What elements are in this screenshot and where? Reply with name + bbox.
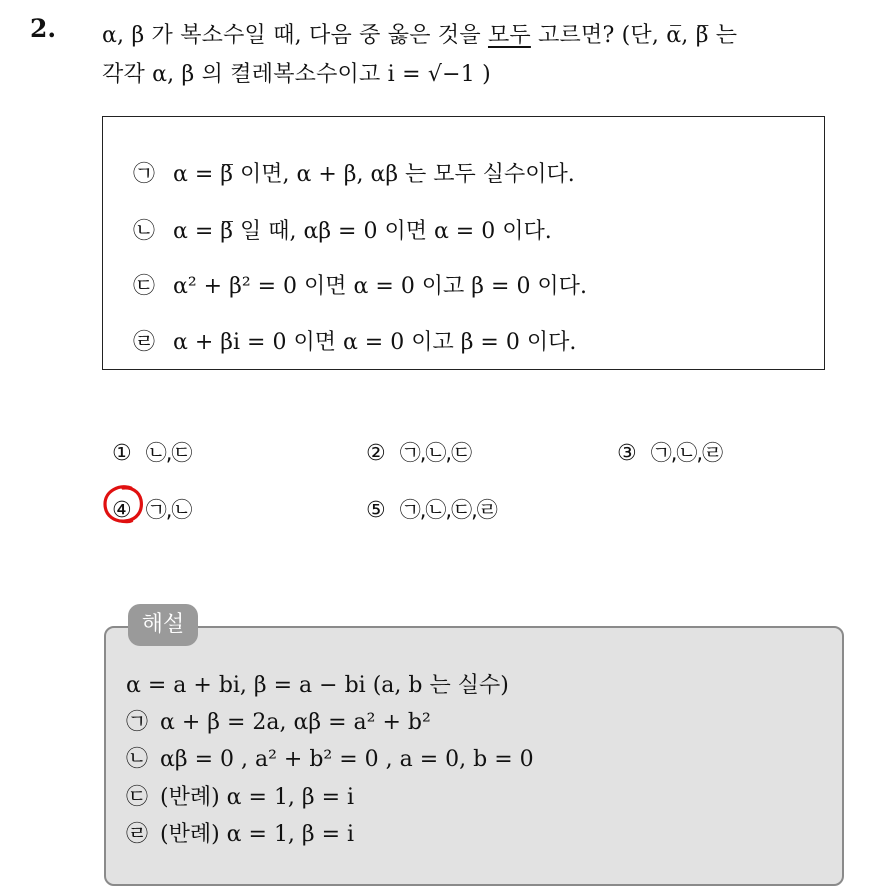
choice-5[interactable] <box>366 494 497 524</box>
statement-2 <box>133 214 552 245</box>
solution-marker: ㉢ <box>126 785 149 810</box>
choice-value: ㉠,㉡,㉢ <box>399 441 472 465</box>
statement-3 <box>133 269 587 300</box>
statement-marker: ㉢ <box>133 274 156 299</box>
choice-value: ㉡,㉢ <box>145 441 192 465</box>
choice-number: ④ <box>112 498 132 523</box>
emphasis-underline: 모두 <box>487 23 531 48</box>
solution-line-5 <box>126 817 354 848</box>
statement-text: α + βi = 0 이면 α = 0 이고 β = 0 이다. <box>173 330 577 355</box>
choice-value: ㉠,㉡,㉢,㉣ <box>399 498 497 522</box>
solution-line-2 <box>126 705 431 736</box>
answer-circle-mark <box>101 483 145 525</box>
statement-marker: ㉣ <box>133 330 156 355</box>
choice-3[interactable] <box>617 437 722 467</box>
solution-text: (반례) α = 1, β = i <box>160 785 355 810</box>
solution-line-3 <box>126 742 534 773</box>
choice-value: ㉠,㉡,㉣ <box>650 441 723 465</box>
question-text-line-2: 각각 α, β 의 켤레복소수이고 i = √−1 ) <box>102 62 491 87</box>
choice-number: ③ <box>617 441 637 466</box>
question-text-line-1 <box>102 18 737 49</box>
choice-2[interactable] <box>366 437 471 467</box>
choice-1[interactable] <box>112 437 191 467</box>
question-text-part-b: 고르면? (단, α̅, β̅ 는 <box>530 23 738 48</box>
question-number: 2. <box>30 14 57 43</box>
statement-text: α = β̅ 일 때, αβ = 0 이면 α = 0 이다. <box>173 219 552 244</box>
solution-text: α + β = 2a, αβ = a² + b² <box>160 710 431 735</box>
statement-1 <box>133 157 575 188</box>
solution-tab: 해설 <box>128 604 198 646</box>
solution-marker: ㉣ <box>126 822 149 847</box>
statement-text: α² + β² = 0 이면 α = 0 이고 β = 0 이다. <box>173 274 587 299</box>
statement-marker: ㉠ <box>133 162 156 187</box>
statement-box <box>102 116 825 370</box>
question-text-part-a: α, β 가 복소수일 때, 다음 중 옳은 것을 <box>102 23 488 48</box>
statement-marker: ㉡ <box>133 219 156 244</box>
solution-marker: ㉡ <box>126 747 149 772</box>
choice-value: ㉠,㉡ <box>145 498 192 522</box>
solution-line-1 <box>126 668 509 699</box>
solution-text: (반례) α = 1, β = i <box>160 822 355 847</box>
choice-number: ⑤ <box>366 498 386 523</box>
choice-number: ① <box>112 441 132 466</box>
solution-marker: ㉠ <box>126 710 149 735</box>
solution-text: α = a + bi, β = a − bi (a, b 는 실수) <box>126 673 509 698</box>
statement-text: α = β̅ 이면, α + β, αβ 는 모두 실수이다. <box>173 162 575 187</box>
choice-number: ② <box>366 441 386 466</box>
solution-box <box>104 626 844 886</box>
solution-line-4 <box>126 780 354 811</box>
solution-text: αβ = 0 , a² + b² = 0 , a = 0, b = 0 <box>160 747 534 772</box>
statement-4 <box>133 325 576 356</box>
